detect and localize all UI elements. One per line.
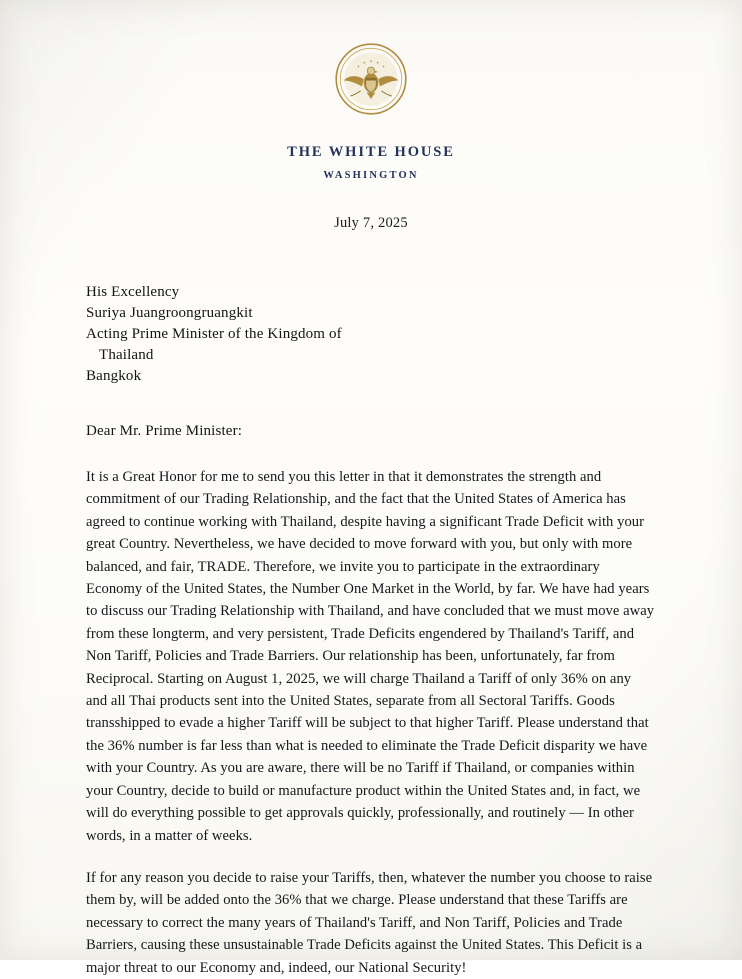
address-line-4: Thailand [99,347,154,363]
letter-date: July 7, 2025 [334,215,408,231]
letterhead-subtitle: WASHINGTON [323,170,419,181]
address-line-5: Bangkok [86,368,142,384]
letterhead [86,144,656,181]
page-title: THE WHITE HOUSE [287,144,455,160]
presidential-seal-icon [334,0,408,116]
address-line-1: His Excellency [86,284,180,300]
recipient-address-block [86,282,656,387]
address-line-2: Suriya Juangroongruangkit [86,305,253,321]
body-paragraph-2: If for any reason you decide to raise your Tariffs, then, whatever the number you choose to raise them by, will be added onto the 36% that we charge. Please understand that these Tariffs are necessary to correct the many years of Thailand's Tariff, and Non Tariff, Policies and Trade Barriers, causing these unsustainable Trade Deficits against the United States. This Deficit is a major threat to our Economy and, indeed, our National Security! [86,869,653,976]
address-line-3: Acting Prime Minister of the Kingdom of [86,326,342,342]
letter-body [86,466,656,979]
body-paragraph-1: It is a Great Honor for me to send you this letter in that it demonstrates the strength and commitment of our Trading Relationship, and the fact that the United States of America has agreed to continue working with Thailand, despite having a significant Trade Deficit with your great Country. Nevertheless, we have decided to move forward with you, but only with more balanced, and fair, TRADE. Therefore, we invite you to participate in the extraordinary Economy of the United States, the Number One Market in the World, by far. We have had years to discuss our Trading Relationship with Thailand, and have concluded that we must move away from these longterm, and very persistent, Trade Deficits engendered by Thailand's Tariff, and Non Tariff, Policies and Trade Barriers. Our relationship has been, unfortunately, far from Reciprocal. Starting on August 1, 2025, we will charge Thailand a Tariff of only 36% on any and all Thai products sent into the United States, separate from all Sectoral Tariffs. Goods transshipped to evade a higher Tariff will be subject to that higher Tariff. Please understand that the 36% number is far less than what is needed to eliminate the Trade Deficit disparity we have with your Country. As you are aware, there will be no Tariff if Thailand, or companies within your Country, decide to build or manufacture product within the United States and, in fact, we will do everything possible to get approvals quickly, professionally, and routinely — In other words, in a matter of weeks. [86,469,655,844]
salutation: Dear Mr. Prime Minister: [86,423,243,439]
